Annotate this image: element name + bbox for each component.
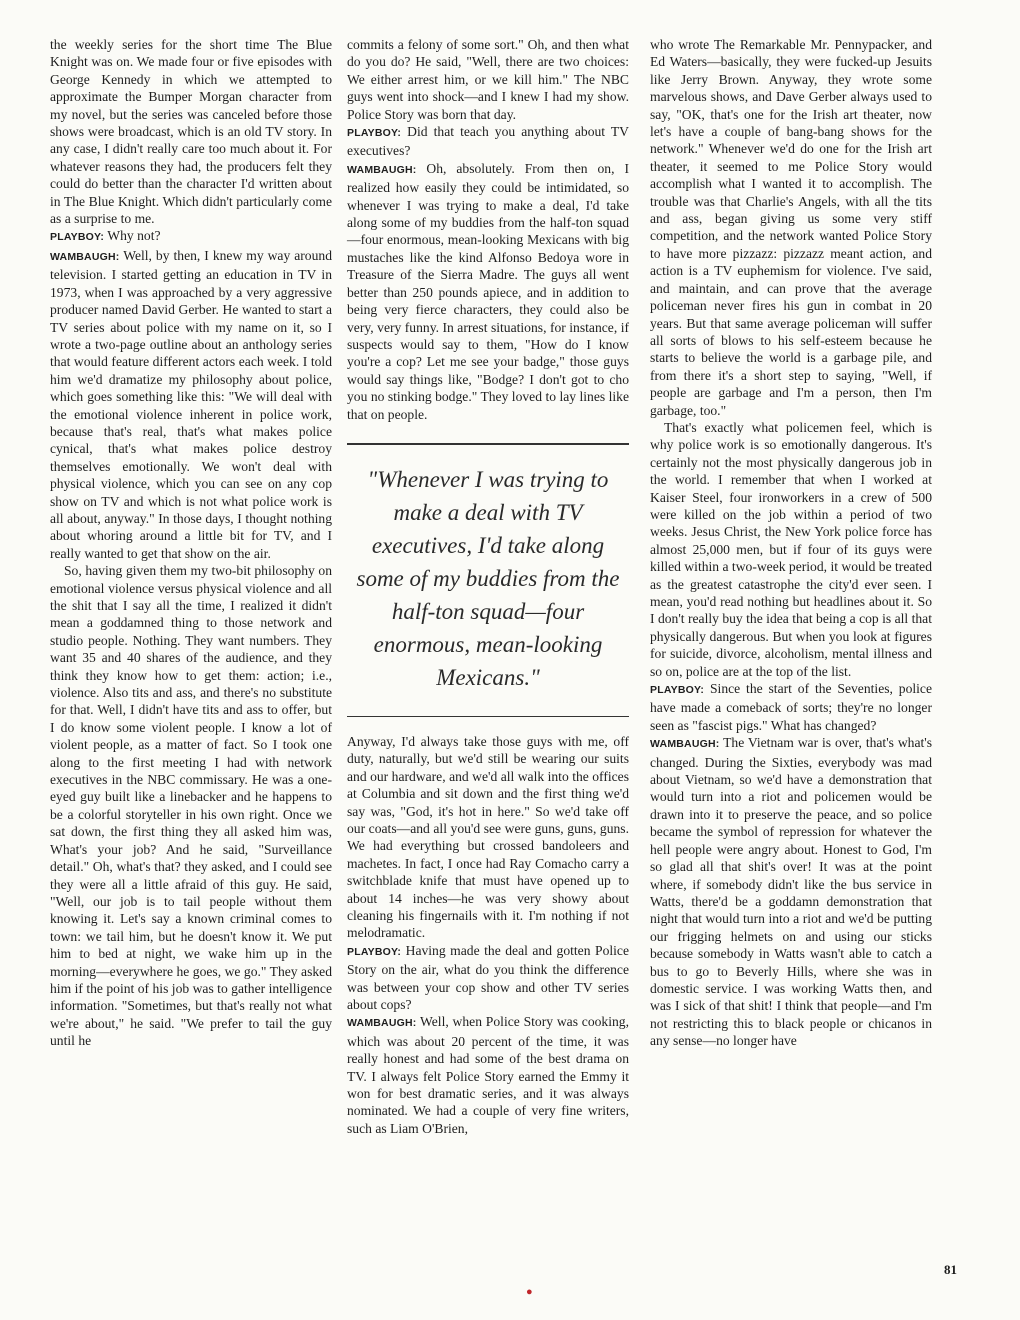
interview-question xyxy=(347,123,629,160)
speaker-label: PLAYBOY: xyxy=(347,127,402,140)
speaker-label: WAMBAUGH: xyxy=(347,163,417,176)
text-column-2 xyxy=(347,36,629,1137)
answer-text: Well, when Police Story was cooking, which was about 20 percent of the time, it was really honest and had some of the best drama on TV. I always felt Police Story earned the Emmy it won for best dramatic series, and it was always nominated. We had a couple of very fine writers, such as Liam O'Brien, xyxy=(347,1014,629,1136)
speaker-label: PLAYBOY: xyxy=(50,231,105,244)
speaker-label: PLAYBOY: xyxy=(347,945,402,958)
paragraph: the weekly series for the short time The Blue Knight was on. We made four or five episodes with George Kennedy in which we attempted to approximate the Bumper Morgan character from my novel, but the series was canceled before those shows were broadcast, which is an old TV story. In any case, I didn't really care too much about it. For whatever reasons they had, the producers felt they could do better than the character I'd written about in The Blue Knight. Which didn't particularly come as a surprise to me. xyxy=(50,37,332,227)
question-text: Did that teach you anything about TV executives? xyxy=(347,124,629,159)
interview-answer xyxy=(347,160,629,423)
question-text: Since the start of the Seventies, police have made a comeback of sorts; they're no longer seen as "fascist pigs." What has changed? xyxy=(650,681,932,733)
paragraph: That's exactly what policemen feel, which is why police work is so emotionally dangerous. It's certainly not the most physically dangerous job in the world. I remember that when I worked at Kaiser Steel, four ironworkers in a crew of 500 were killed on the job within a period of two weeks. Jesus Christ, the New York police force has almost 25,000 men, but if four of its guys were killed within a two-week period, it would be treated as the greatest catastrophe the city'd ever seen. I mean, you'd read nothing but headlines about it. So I don't really buy the idea that being a cop is all that physically dangerous. But when you look at figures for suicide, divorce, alcoholism, mental illness and so on, police are at the top of the list. xyxy=(650,419,932,679)
paragraph: commits a felony of some sort." Oh, and then what do you do? He said, "Well, there are two choices: We either arrest him, or we kill him." The NBC guys went into shock—and I knew I had my show. Police Story was born that day. xyxy=(347,37,629,122)
paragraph: who wrote The Remarkable Mr. Pennypacker, and Ed Waters—basically, they were fucked-up Jesuits like Jerry Brown. Anyway, they wrote some marvelous shows, and Dave Gerber always used to say, "OK, that's one for the Irish art theater, now let's have a couple of bang-bang shows for the network." Whenever we'd do one for the Irish art theater, it seemed to me Police Story would accomplish what I wanted it to accomplish. The trouble was that Charlie's Angels, with all the tits and ass, began giving us some very stiff competition, and the network wanted Police Story to have more pizzazz: pizzazz meant action, and action is a TV euphemism for violence. I've said, and maintain, and can prove that the average policeman never fires his gun in combat in 20 years. But that same average policeman will suffer all sorts of blows to his self-esteem because he starts to believe the world is a garbage pile, and from there it's a short step to saying, "Well, if people are garbage and I'm a person, then I'm garbage, too." xyxy=(650,37,932,418)
paragraph: Anyway, I'd always take those guys with me, off duty, naturally, but we'd still be wearing our suits and our hardware, and we'd all walk into the offices at Columbia and sit down and the first thing we'd say was, "God, it's hot in here." So we'd take off our coats—and all you'd see were guns, guns, guns. We had everything but crossed bandoleers and machetes. In fact, I once had Ray Comacho carry a switchblade knife that must have opened up to about 14 inches—he was very showy about cleaning his fingernails with it. I'm nothing if not melodramatic. xyxy=(347,733,629,941)
interview-question xyxy=(347,942,629,1014)
answer-text: The Vietnam war is over, that's what's changed. During the Sixties, everybody was mad about Vietnam, so we'd have a demonstration that would turn into a riot and policemen would be drawn into it to preserve the peace, and so police became the symbol of repression for whatever the hell people were angry about. Honest to God, I'm so glad all that shit's over! It was at the point where, if somebody didn't like the bus service in Watts, there'd be a goddamn demonstration that night that would turn into a riot and we'd be putting our frigging helmets on and using our sticks because somebody in Watts wasn't able to catch a bus to go to Beverly Hills, where she was in domestic service. I was working Watts then, and was I sick of that shit! I think that people—and I'm not restricting this to black people or chicanos in any sense—no longer have xyxy=(650,735,932,1049)
interview-question xyxy=(650,680,932,734)
question-text: Why not? xyxy=(104,228,161,244)
interview-answer xyxy=(50,247,332,562)
interview-answer xyxy=(650,734,932,1049)
interview-question xyxy=(50,227,332,246)
question-text: Having made the deal and gotten Police Story on the air, what do you think the difference was between your cop show and other TV series about cops? xyxy=(347,942,629,1013)
speaker-label: WAMBAUGH: xyxy=(650,738,720,751)
text-column-3 xyxy=(650,36,932,1050)
paragraph: So, having given them my two-bit philosophy on emotional violence versus physical violence and all the shit that I say all the time, I realized it didn't mean a goddamned thing to those network and studio people. Nothing. They want numbers. They want 35 and 40 shares of the audience, and they think they know how to get them: action; i.e., violence. Also tits and ass, and there's no substitute for that. Well, I didn't have tits and ass to offer, but I do know some violent people. I know a lot of violent people, as a matter of fact. So I took one along to the first meeting I had with network executives in the NBC commissary. He was a one-eyed guy built like a linebacker and he happens to be a colorful storyteller in his own right. Once we sat down, the first thing they all asked him was, What's your job? And he said, "Surveillance detail." Oh, what's that? they asked, and I could see they were all a little afraid of this guy. He said, "Well, our job is to tail people without them knowing it. Let's say a known criminal comes to town: we tail him, but he doesn't know it. We put him to bed at night, we wake him up in the morning—everywhere he goes, we go." They asked him if the point of his job was to gather intelligence information. "Sometimes, but that's really not what we're about," he said. "We prefer to tail the guy until he xyxy=(50,563,332,1049)
page-number: 81 xyxy=(944,1262,957,1277)
answer-text: Oh, absolutely. From then on, I realized how easily they could be intimidated, so whenever I was trying to make a deal, I'd take along some of my buddies from the half-ton squad—four enormous, mean-looking Mexicans with big mustaches like the kind Alfonso Bedoya wore in Treasure of the Sierra Madre. The guys all went better than 250 pounds apiece, and in addition to being very fierce characters, they could also be very, very funny. In arrest situations, for instance, if suspects would say to them, "How do I know you're a cop? Let me see your badge," those guys would say things like, "Bodge? I don't got to cho you no stinking bodge." They loved to lay lines like that on people. xyxy=(347,160,629,422)
pull-quote: "Whenever I was trying to make a deal with TV executives, I'd take along some of my buddies from the half-ton squad—four enormous, mean-looking Mexicans." xyxy=(347,443,629,717)
interview-answer xyxy=(347,1013,629,1137)
speaker-label: PLAYBOY: xyxy=(650,684,705,697)
text-column-1 xyxy=(50,36,332,1050)
answer-text: Well, by then, I knew my way around television. I started getting an education in TV in 1973, when I was approached by a very aggressive producer named David Gerber. He wanted to start a TV series about police with my name on it, so I wrote a two-page outline about an anthology series that would feature different actors each week. I told him we'd dramatize my philosophy about police, which goes something like this: "We will deal with the emotional violence inherent in police work, because that's real, that's what makes police cynical, that's what makes police destroy themselves emotionally. We won't deal with physical violence, which you can see on any cop show on TV and which is not what police work is all about, anyway." In those days, I thought nothing about whoring around a little bit for TV, and I really wanted to get that show on the air. xyxy=(50,247,332,561)
speaker-label: WAMBAUGH: xyxy=(50,250,120,263)
speaker-label: WAMBAUGH: xyxy=(347,1017,417,1030)
continued-bullet-icon: ● xyxy=(526,1286,533,1298)
